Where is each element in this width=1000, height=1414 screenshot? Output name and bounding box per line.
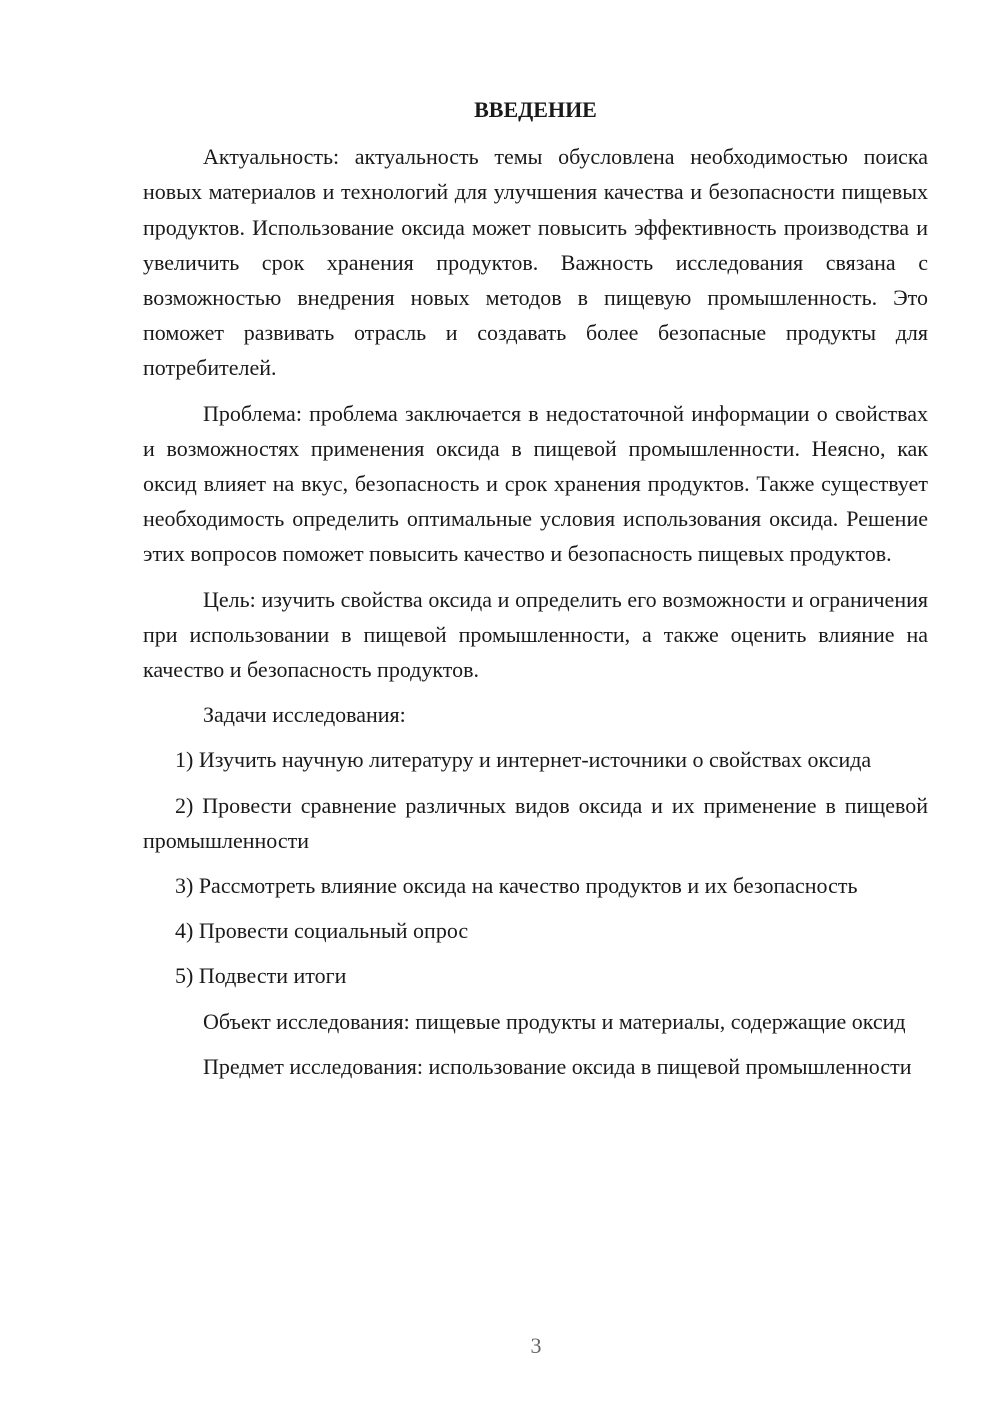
paragraph-relevance: Актуальность: актуальность темы обусловлена необходимостью поиска новых материалов и технологий для улучшения качества и безопасности пищевых продуктов. Использование оксида может повысить эффективность производства и увеличить срок хранения продуктов. Важность исследования связана с возможностью внедрения новых методов в пищевую промышленность. Это поможет развивать отрасль и создавать более безопасные продукты для потребителей. (143, 144, 928, 381)
paragraph-object: Объект исследования: пищевые продукты и материалы, содержащие оксид (203, 1008, 906, 1034)
page-title: ВВЕДЕНИЕ (474, 97, 597, 122)
task-item-2: 2) Провести сравнение различных видов оксида и их применение в пищевой промышленности (143, 792, 928, 853)
paragraph-goal: Цель: изучить свойства оксида и определить его возможности и ограничения при использовании в пищевой промышленности, а также оценить влияние на качество и безопасность продуктов. (143, 586, 928, 683)
task-item-4: 4) Провести социальный опрос (175, 918, 469, 944)
page-number: 3 (530, 1333, 542, 1358)
page-content (143, 92, 928, 1094)
paragraph-subject: Предмет исследования: использование оксида в пищевой промышленности (203, 1053, 912, 1079)
task-item-1: 1) Изучить научную литературу и интернет-источники о свойствах оксида (175, 747, 872, 773)
task-item-3: 3) Рассмотреть влияние оксида на качество продуктов и их безопасность (175, 873, 858, 899)
paragraph-problem: Проблема: проблема заключается в недостаточной информации о свойствах и возможностях применения оксида в пищевой промышленности. Неясно, как оксид влияет на вкус, безопасность и срок хранения продуктов. Также существует необходимость определить оптимальные условия использования оксида. Решение этих вопросов поможет повысить качество и безопасность пищевых продуктов. (143, 400, 928, 567)
task-item-5: 5) Подвести итоги (175, 963, 347, 989)
tasks-heading: Задачи исследования: (203, 702, 406, 728)
